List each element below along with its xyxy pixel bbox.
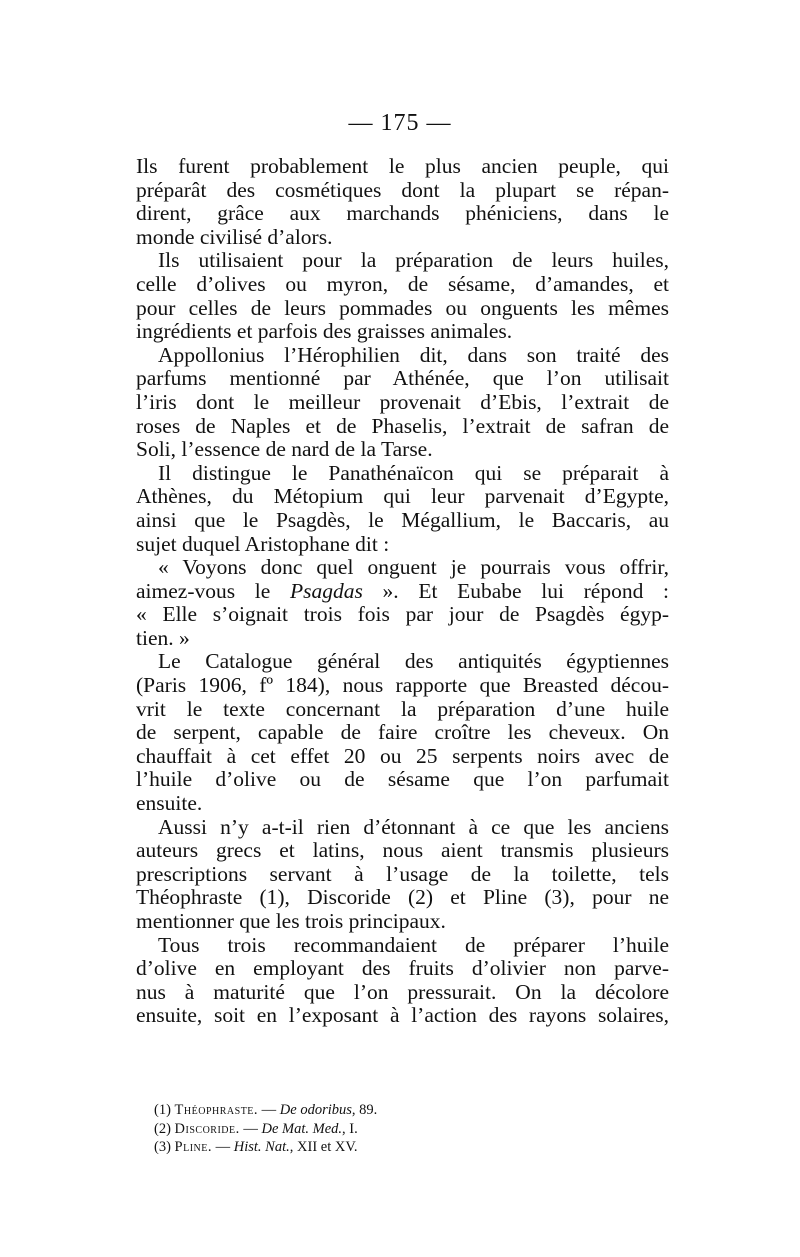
text-line: Aussi n’y a-t-il rien d’étonnant à ce que les anciens	[158, 814, 669, 839]
text-line: auteurs grecs et latins, nous aient transmis plusieurs	[136, 838, 669, 863]
text-line: tien. »	[136, 625, 190, 650]
text-line: roses de Naples et de Phaselis, l’extrait de safran de	[136, 413, 669, 438]
footnotes	[154, 1101, 574, 1157]
footnote-title: De Mat. Med.	[261, 1120, 343, 1137]
text-line: ensuite, soit en l’exposant à l’action des rayons solaires,	[136, 1003, 669, 1028]
text-line: l’huile d’olive ou de sésame que l’on parfumait	[136, 767, 669, 792]
text-fragment: ». Et Eubabe lui répond :	[362, 578, 669, 603]
footnote	[154, 1120, 574, 1139]
text-line: « Voyons donc quel onguent je pourrais vous offrir,	[158, 555, 669, 580]
text-line: de serpent, capable de faire croître les cheveux. On	[136, 720, 669, 745]
text-line: mentionner que les trois principaux.	[136, 909, 446, 933]
text-line: chauffait à cet effet 20 ou 25 serpents noirs avec de	[136, 743, 669, 768]
text-fragment: aimez-vous le	[136, 578, 290, 603]
text-line: celle d’olives ou myron, de sésame, d’amandes, et	[136, 271, 669, 296]
page-number: — 175 —	[348, 110, 452, 136]
footnote	[154, 1101, 574, 1120]
footnote	[154, 1138, 574, 1157]
text-line: parfums mentionné par Athénée, que l’on utilisait	[136, 366, 669, 391]
italic-word: Psagdas	[289, 578, 363, 603]
text-line: Athènes, du Métopium qui leur parvenait d’Egypte,	[136, 484, 669, 509]
text-line: Ils furent probablement le plus ancien peuple, qui	[136, 154, 669, 178]
text-line: d’olive en employant des fruits d’olivier non parve-	[136, 956, 669, 981]
footnote-reference: , XII et XV.	[289, 1139, 358, 1156]
text-line: prescriptions servant à l’usage de la toilette, tels	[136, 861, 669, 886]
text-line: pour celles de leurs pommades ou onguents les mêmes	[136, 295, 669, 320]
text-line: Ils utilisaient pour la préparation de leurs huiles,	[158, 248, 669, 273]
footnote-reference: , I.	[342, 1120, 358, 1137]
text-line: ingrédients et parfois des graisses animales.	[136, 319, 513, 344]
text-line: ensuite.	[136, 791, 203, 816]
text-line: dirent, grâce aux marchands phéniciens, dans le	[136, 201, 669, 226]
footnote-title: Hist. Nat.	[233, 1139, 290, 1156]
footnote-number: (2)	[154, 1120, 175, 1137]
text-line: vrit le texte concernant la préparation d’une huile	[136, 696, 669, 721]
text-line: préparât des cosmétiques dont la plupart se répan-	[136, 177, 669, 202]
text-line: sujet duquel Aristophane dit :	[136, 531, 390, 556]
footnote-author: Théophraste.	[174, 1102, 259, 1118]
footnote-separator: —	[258, 1102, 280, 1118]
text-line: Appollonius l’Hérophilien dit, dans son traité des	[158, 342, 669, 367]
text-line: « Elle s’oignait trois fois par jour de Psagdès égyp-	[136, 602, 669, 627]
footnote-separator: —	[239, 1120, 262, 1137]
footnote-separator: —	[212, 1139, 234, 1156]
text-line: Théophraste (1), Discoride (2) et Pline (3), pour ne	[136, 885, 669, 910]
footnote-reference: , 89.	[351, 1102, 378, 1118]
text-line: Il distingue le Panathénaïcon qui se préparait à	[158, 460, 669, 485]
footnote-number: (1)	[154, 1102, 175, 1118]
footnote-author: Discoride.	[174, 1120, 240, 1137]
footnote-title: De odoribus	[279, 1102, 352, 1118]
text-line-with-italic	[136, 580, 669, 604]
text-line: l’iris dont le meilleur provenait d’Ebis, l’extrait de	[136, 389, 669, 414]
footnote-number: (3)	[154, 1139, 175, 1156]
text-line: nus à maturité que l’on pressurait. On la décolore	[136, 979, 669, 1004]
main-text	[136, 155, 669, 1028]
text-line: ainsi que le Psagdès, le Mégallium, le Baccaris, au	[136, 507, 669, 532]
text-line: Tous trois recommandaient de préparer l’huile	[158, 932, 669, 957]
text-line: (Paris 1906, fº 184), nous rapporte que Breasted décou-	[136, 673, 669, 698]
text-line: monde civilisé d’alors.	[136, 224, 333, 249]
footnote-author: Pline.	[174, 1139, 213, 1156]
text-line: Le Catalogue général des antiquités égyptiennes	[158, 649, 669, 674]
text-line: Soli, l’essence de nard de la Tarse.	[136, 437, 433, 462]
